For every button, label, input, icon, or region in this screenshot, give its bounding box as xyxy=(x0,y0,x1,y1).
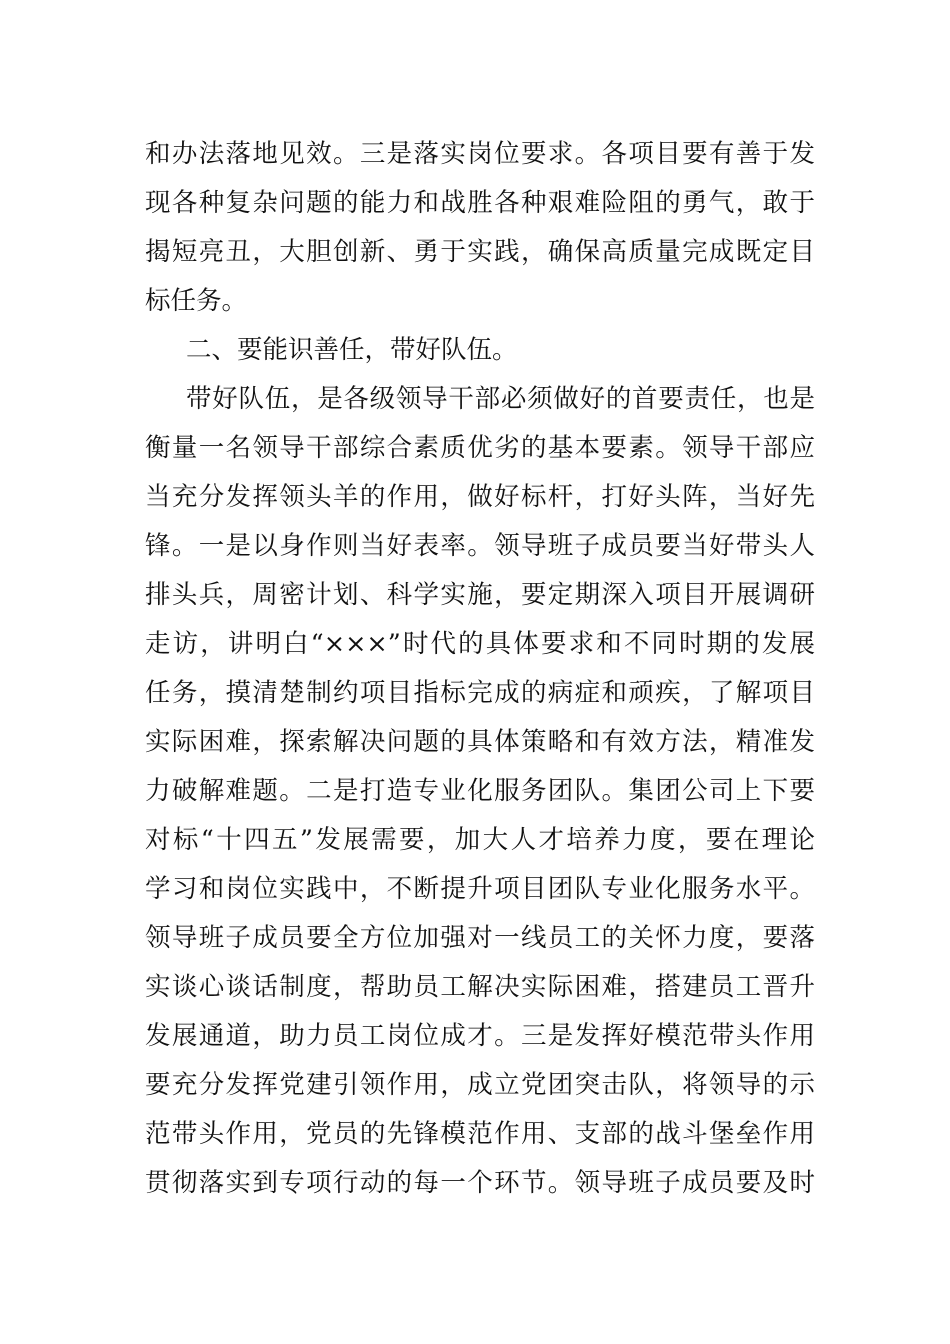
text-line: 衡量一名领导干部综合素质优劣的基本要素。领导干部应 xyxy=(145,433,815,463)
text-line: 学习和岗位实践中，不断提升项目团队专业化服务水平。 xyxy=(145,874,815,904)
text-line: 领导班子成员要全方位加强对一线员工的关怀力度，要落 xyxy=(145,923,815,953)
text-line: 贯彻落实到专项行动的每一个环节。领导班子成员要及时 xyxy=(145,1168,815,1198)
text-line: 对标“十四五”发展需要，加大人才培养力度，要在理论 xyxy=(145,825,815,855)
text-line: 揭短亮丑，大胆创新、勇于实践，确保高质量完成既定目 xyxy=(145,237,815,267)
text-line: 实际困难，探索解决问题的具体策略和有效方法，精准发 xyxy=(145,727,815,757)
text-line: 范带头作用，党员的先锋模范作用、支部的战斗堡垒作用 xyxy=(145,1119,815,1149)
text-line: 现各种复杂问题的能力和战胜各种艰难险阻的勇气，敢于 xyxy=(145,188,815,218)
text-line: 标任务。 xyxy=(145,286,248,316)
text-line: 当充分发挥领头羊的作用，做好标杆，打好头阵，当好先 xyxy=(145,482,815,512)
text-line: 和办法落地见效。三是落实岗位要求。各项目要有善于发 xyxy=(145,139,815,169)
text-line: 带好队伍，是各级领导干部必须做好的首要责任，也是 xyxy=(186,384,815,414)
text-line: 要充分发挥党建引领作用，成立党团突击队，将领导的示 xyxy=(145,1070,815,1100)
text-line: 发展通道，助力员工岗位成才。三是发挥好模范带头作用 xyxy=(145,1021,815,1051)
text-line: 实谈心谈话制度，帮助员工解决实际困难，搭建员工晋升 xyxy=(145,972,815,1002)
text-line: 排头兵，周密计划、科学实施，要定期深入项目开展调研 xyxy=(145,580,815,610)
section-heading: 二、要能识善任，带好队伍。 xyxy=(186,335,518,365)
text-line: 锋。一是以身作则当好表率。领导班子成员要当好带头人 xyxy=(145,531,815,561)
document-body xyxy=(145,130,815,1208)
text-line: 任务，摸清楚制约项目指标完成的病症和顽疾，了解项目 xyxy=(145,678,815,708)
text-line: 走访，讲明白“×××”时代的具体要求和不同时期的发展 xyxy=(145,629,815,659)
text-line: 力破解难题。二是打造专业化服务团队。集团公司上下要 xyxy=(145,776,815,806)
